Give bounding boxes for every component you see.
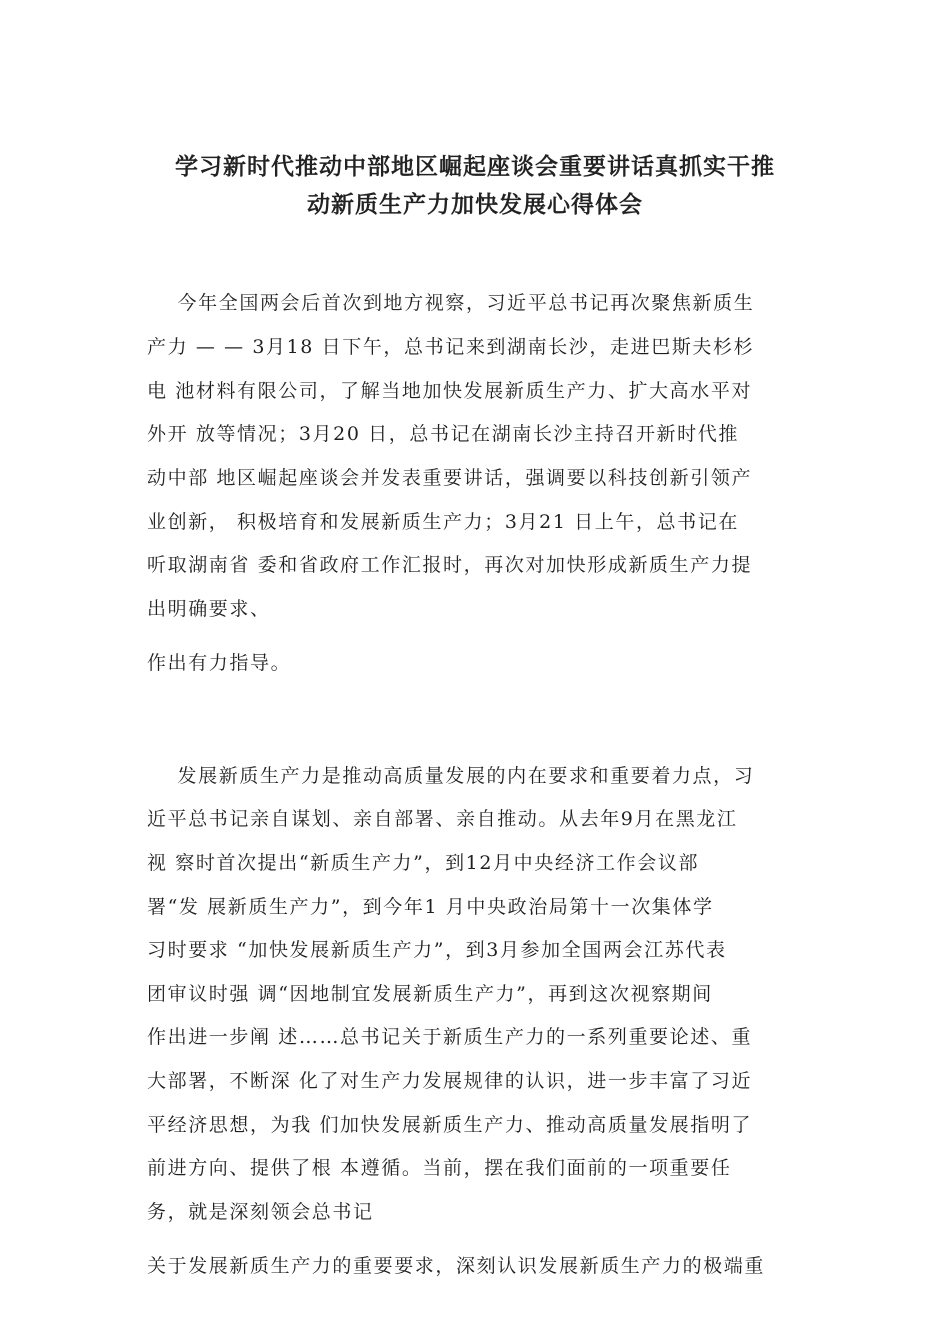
title-line-2: 动新质生产力加快发展心得体会	[307, 192, 643, 218]
paragraph-2-line-5: 习时要求 “加快发展新质生产力”，到3月参加全国两会江苏代表	[147, 939, 727, 961]
paragraph-2-line-11: 务，就是深刻领会总书记	[147, 1201, 374, 1223]
paragraph-1-line-8: 出明确要求、	[147, 598, 271, 620]
paragraph-2-line-7: 作出进一步阐 述……总书记关于新质生产力的一系列重要论述、重	[147, 1026, 753, 1048]
paragraph-1-line-7: 听取湖南省 委和省政府工作汇报时，再次对加快形成新质生产力提	[147, 554, 753, 576]
paragraph-2-line-10: 前进方向、提供了根 本遵循。当前，摆在我们面前的一项重要任	[147, 1157, 732, 1179]
paragraph-1-line-4: 外开 放等情况；3月20 日，总书记在湖南长沙主持召开新时代推	[147, 423, 739, 445]
paragraph-2-line-1: 发展新质生产力是推动高质量发展的内在要求和重要着力点，习	[147, 765, 755, 787]
paragraph-1-line-3: 电 池材料有限公司，了解当地加快发展新质生产力、扩大高水平对	[147, 380, 753, 402]
paragraph-2-line-8: 大部署，不断深 化了对生产力发展规律的认识，进一步丰富了习近	[147, 1070, 753, 1092]
paragraph-1-line-6: 业创新， 积极培育和发展新质生产力；3月21 日上午，总书记在	[147, 511, 739, 533]
title-line-1: 学习新时代推动中部地区崛起座谈会重要讲话真抓实干推	[175, 154, 775, 180]
paragraph-2-line-12: 关于发展新质生产力的重要要求，深刻认识发展新质生产力的极端重	[147, 1255, 766, 1277]
paragraph-2-line-2: 近平总书记亲自谋划、亲自部署、亲自推动。从去年9月在黑龙江	[147, 808, 738, 830]
document-title	[100, 148, 850, 224]
paragraph-1-line-1: 今年全国两会后首次到地方视察，习近平总书记再次聚焦新质生	[147, 292, 755, 314]
paragraph-2-line-6: 团审议时强 调“因地制宜发展新质生产力”，再到这次视察期间	[147, 983, 713, 1005]
paragraph-1-line-5: 动中部 地区崛起座谈会并发表重要讲话，强调要以科技创新引领产	[147, 467, 753, 489]
paragraph-1-line-9: 作出有力指导。	[147, 652, 292, 674]
paragraph-2-line-4: 署“发 展新质生产力”，到今年1 月中央政治局第十一次集体学	[147, 896, 714, 918]
paragraph-1-line-2: 产力 — — 3月18 日下午，总书记来到湖南长沙，走进巴斯夫杉杉	[147, 336, 755, 358]
paragraph-2-line-9: 平经济思想，为我 们加快发展新质生产力、推动高质量发展指明了	[147, 1114, 753, 1136]
paragraph-2-line-3: 视 察时首次提出“新质生产力”，到12月中央经济工作会议部	[147, 852, 700, 874]
